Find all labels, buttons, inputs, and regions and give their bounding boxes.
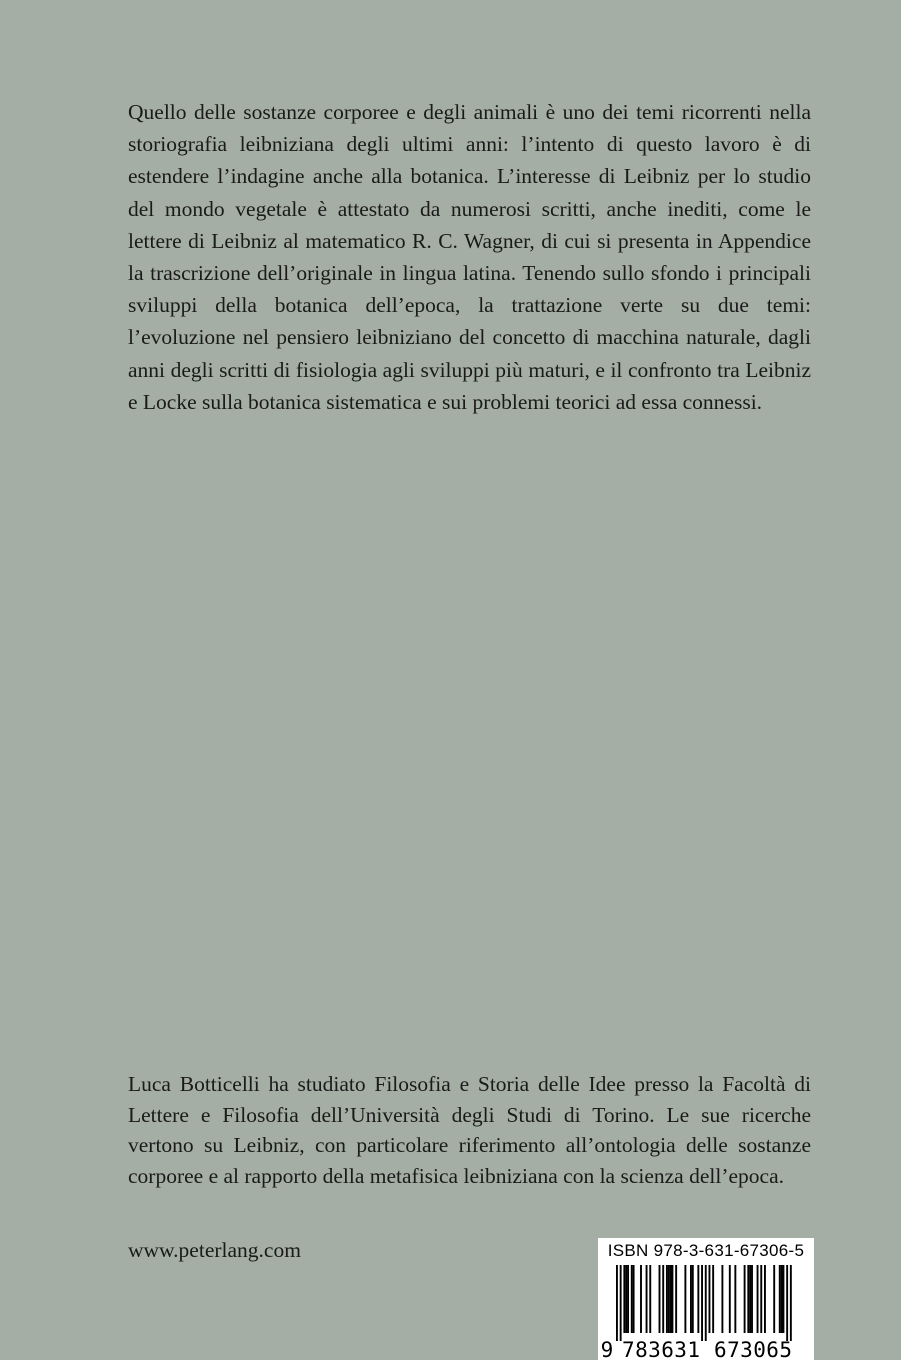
barcode-bar — [744, 1265, 746, 1333]
barcode-bar — [779, 1265, 781, 1333]
barcode-bar — [757, 1265, 759, 1333]
isbn-barcode-box — [598, 1238, 814, 1360]
author-bio: Luca Botticelli ha studiato Filosofia e Storia delle Idee presso la Facoltà di Lettere e Filosofia dell’Università degli Studi di Torino. Le sue ricerche vertono su Leibniz, con particolare riferimento all’ontologia delle sostanze corporee e al rapporto della metafisica leibniziana con la scienza dell’epoca. — [128, 1072, 811, 1188]
barcode-bar — [616, 1265, 618, 1341]
barcode-bar — [705, 1265, 707, 1341]
barcode-bar — [786, 1265, 788, 1341]
barcode-icon — [598, 1263, 814, 1360]
barcode-bar — [631, 1265, 633, 1333]
barcode-bar — [659, 1265, 661, 1333]
barcode-bar — [729, 1265, 731, 1333]
barcode-bar — [709, 1265, 711, 1333]
barcode-bars — [616, 1265, 792, 1341]
barcode-bar — [781, 1265, 783, 1333]
barcode-left-digits: 783631 — [622, 1338, 700, 1360]
barcode-bar — [646, 1265, 648, 1333]
barcode-bar — [751, 1265, 753, 1333]
barcode-bar — [712, 1265, 714, 1333]
barcode-bar — [640, 1265, 642, 1333]
barcode-bar — [668, 1265, 670, 1333]
barcode-bar — [783, 1265, 785, 1333]
barcode-bar — [666, 1265, 668, 1333]
barcode-bar — [690, 1265, 692, 1333]
barcode-bar — [620, 1265, 622, 1341]
barcode-bar — [633, 1265, 635, 1333]
barcode-bar — [764, 1265, 766, 1333]
barcode-bar — [649, 1265, 651, 1333]
publisher-website: www.peterlang.com — [128, 1238, 301, 1262]
barcode-bar — [697, 1265, 699, 1333]
barcode-bar — [623, 1265, 625, 1333]
barcode-bar — [662, 1265, 664, 1333]
barcode-bar — [734, 1265, 736, 1333]
barcode-first-digit: 9 — [600, 1338, 614, 1360]
barcode-bar — [675, 1265, 677, 1333]
barcode-bar — [625, 1265, 627, 1333]
barcode-bar — [760, 1265, 762, 1333]
barcode-bar — [749, 1265, 751, 1333]
barcode-bar — [627, 1265, 629, 1333]
back-cover-blurb: Quello delle sostanze corporee e degli animali è uno dei temi ricorrenti nella storiografia leibniziana degli ultimi anni: l’intento di questo lavoro è di estendere l’indagine anche alla botanica. L’interesse di Leibniz per lo studio del mondo vegetale è attestato da numerosi scritti, anche inediti, come le lettere di Leibniz al matematico R. C. Wagner, di cui si presenta in Appendice la trascrizione dell’originale in lingua latina. Tenendo sullo sfondo i principali sviluppi della botanica dell’epoca, la trattazione verte su due temi: l’evoluzione nel pensiero leibniziano del concetto di macchina naturale, dagli anni degli scritti di fisiologia agli sviluppi più maturi, e il confronto tra Leibniz e Locke sulla botanica sistematica e sui problemi teorici ad essa connessi. — [128, 100, 811, 414]
barcode-bar — [684, 1265, 686, 1333]
barcode-bar — [672, 1265, 674, 1333]
barcode-bar — [721, 1265, 723, 1333]
barcode-bar — [692, 1265, 694, 1333]
barcode-bar — [747, 1265, 749, 1333]
barcode-right-digits: 673065 — [714, 1338, 792, 1360]
barcode-bar — [773, 1265, 775, 1333]
isbn-label: ISBN 978-3-631-67306-5 — [607, 1241, 805, 1260]
barcode-bar — [670, 1265, 672, 1333]
barcode-bar — [701, 1265, 703, 1341]
barcode-bar — [790, 1265, 792, 1341]
